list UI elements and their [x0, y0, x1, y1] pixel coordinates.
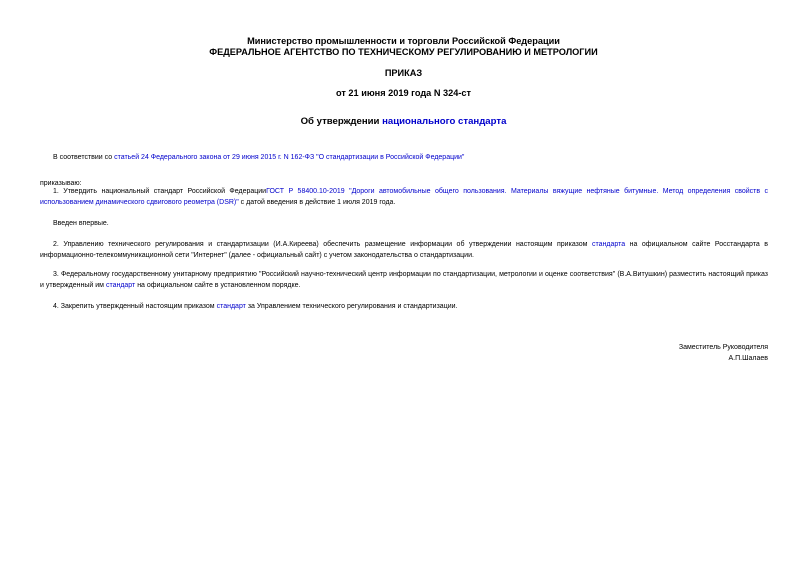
doc-type: ПРИКАЗ: [384, 68, 423, 78]
ministry-title: Министерство промышленности и торговли Российской Федерации: [247, 36, 560, 46]
law-link[interactable]: статьей 24 Федерального закона от 29 июня 2015 г. N 162-ФЗ "О стандартизации в Российской Федерации": [114, 154, 465, 161]
standard-link-3[interactable]: стандарт: [105, 282, 136, 289]
item-4-suffix: за Управлением технического регулирования и стандартизации.: [245, 303, 458, 310]
date-number: от 21 июня 2019 года N 324-ст: [335, 88, 472, 98]
order-word: приказываю:: [40, 180, 82, 187]
introduced-note: Введен впервые.: [53, 220, 109, 227]
intro-prefix: В соответствии со: [53, 154, 115, 161]
item-1: [40, 186, 768, 208]
signature-name: А.П.Шалаев: [728, 355, 768, 362]
standard-link-2[interactable]: стандарта: [591, 241, 626, 248]
item-3-prefix: 3. Федеральному государственному унитарному предприятию "Российский научно-технический центр информации по стандартизации, метрологии и оценке соответствия" (В.А.Витушкин) разместить настоящий приказ и утвержденный им: [40, 271, 768, 289]
item-4-prefix: 4. Закрепить утвержденный настоящим приказом: [53, 303, 217, 310]
item-2-suffix: на официальном сайте Росстандарта в информационно-телекоммуникационной сети "Интернет" (далее - официальный сайт) с учетом законодательства о стандартизации.: [40, 241, 768, 259]
standard-link-4[interactable]: стандарт: [216, 303, 246, 310]
item-2: [40, 239, 768, 261]
item-3: [40, 269, 768, 291]
agency-title: ФЕДЕРАЛЬНОЕ АГЕНТСТВО ПО ТЕХНИЧЕСКОМУ РЕГУЛИРОВАНИЮ И МЕТРОЛОГИИ: [209, 47, 598, 57]
item-1-suffix: с датой введения в действие 1 июля 2019 года.: [238, 199, 396, 206]
gost-link[interactable]: ГОСТ Р 58400.10-2019 "Дороги автомобильные общего пользования. Материалы вяжущие нефтяные битумные. Метод определения свойств с использованием динамического сдвигового реометра (DSR)": [40, 188, 768, 206]
item-3-suffix: на официальном сайте в установленном порядке.: [135, 282, 301, 289]
item-2-prefix: 2. Управлению технического регулирования и стандартизации (И.А.Киреева) обеспечить размещение информации об утверждении настоящим приказом: [53, 241, 592, 248]
intro-paragraph: [40, 152, 768, 163]
signature-position: Заместитель Руководителя: [678, 344, 768, 351]
item-1-prefix: 1. Утвердить национальный стандарт Российской Федерации: [53, 188, 267, 195]
subject-link[interactable]: национального стандарта: [382, 116, 507, 127]
item-4: [40, 301, 768, 312]
subject-line: [0, 116, 807, 127]
subject-prefix: Об утверждении: [300, 116, 383, 127]
